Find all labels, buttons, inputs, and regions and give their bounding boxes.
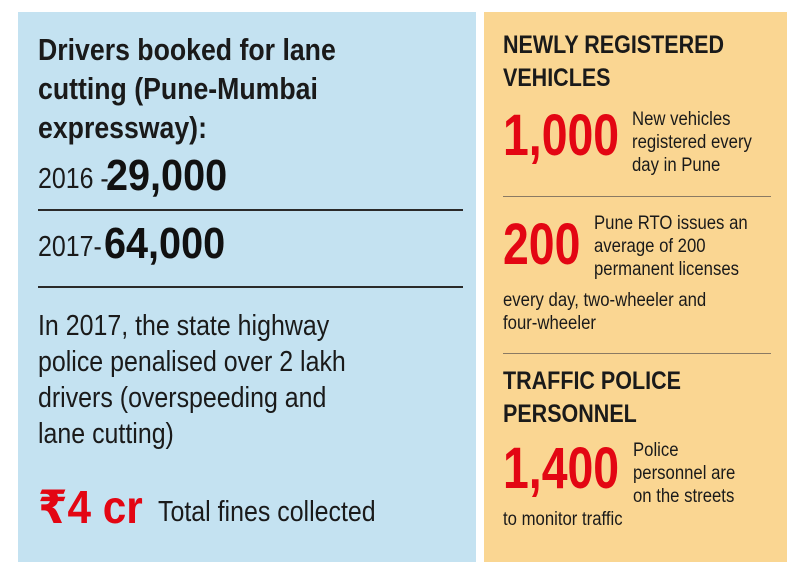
divider bbox=[503, 196, 771, 197]
left-title-line: cutting (Pune-Mumbai bbox=[38, 71, 318, 106]
desc-line: registered every bbox=[632, 132, 752, 153]
new-vehicles-desc bbox=[632, 108, 768, 177]
left-title-line: expressway): bbox=[38, 110, 207, 145]
desc-line: to monitor traffic bbox=[503, 509, 623, 530]
rto-desc-bottom bbox=[503, 289, 734, 335]
desc-line: average of 200 bbox=[594, 236, 706, 257]
divider bbox=[38, 209, 463, 211]
section-heading-line: TRAFFIC POLICE bbox=[503, 367, 681, 395]
desc-line: personnel are bbox=[633, 463, 736, 484]
police-value: 1,400 bbox=[503, 436, 620, 501]
section-heading-line: NEWLY REGISTERED bbox=[503, 31, 725, 59]
section-heading-line: PERSONNEL bbox=[503, 400, 637, 428]
stat-2017 bbox=[38, 220, 239, 266]
desc-line: New vehicles bbox=[632, 109, 731, 130]
penalty-line: In 2017, the state highway bbox=[38, 310, 330, 342]
police-desc-top bbox=[633, 439, 749, 508]
fines-label: Total fines collected bbox=[157, 496, 376, 528]
desc-line: every day, two-wheeler and bbox=[503, 290, 707, 311]
police-desc-bottom bbox=[503, 508, 639, 531]
penalty-line: police penalised over 2 lakh bbox=[38, 346, 346, 378]
penalty-line: lane cutting) bbox=[38, 418, 174, 450]
penalty-line: drivers (overspeeding and bbox=[38, 382, 327, 414]
left-title bbox=[38, 30, 384, 147]
desc-line: four-wheeler bbox=[503, 313, 596, 334]
penalty-text bbox=[38, 308, 396, 452]
stat-value: 29,000 bbox=[106, 151, 228, 200]
desc-line: on the streets bbox=[633, 486, 735, 507]
rto-desc-top bbox=[594, 212, 769, 281]
fines-value: ₹4 cr bbox=[38, 481, 143, 533]
stat-year-label: 2017- bbox=[38, 231, 102, 263]
section-heading-line: VEHICLES bbox=[503, 64, 611, 92]
fines-row bbox=[38, 481, 411, 533]
desc-line: day in Pune bbox=[632, 155, 721, 176]
divider bbox=[503, 353, 771, 354]
desc-line: permanent licenses bbox=[594, 259, 739, 280]
stat-value: 64,000 bbox=[104, 219, 226, 268]
stat-2016 bbox=[38, 152, 241, 198]
traffic-police-heading bbox=[503, 365, 710, 431]
new-vehicles-value: 1,000 bbox=[503, 103, 620, 168]
desc-line: Police bbox=[633, 440, 679, 461]
desc-line: Pune RTO issues an bbox=[594, 213, 748, 234]
divider bbox=[38, 286, 463, 288]
rto-value: 200 bbox=[503, 212, 581, 277]
newly-registered-heading bbox=[503, 29, 760, 95]
left-title-line: Drivers booked for lane bbox=[38, 32, 336, 67]
stat-year-label: 2016 - bbox=[38, 163, 109, 195]
